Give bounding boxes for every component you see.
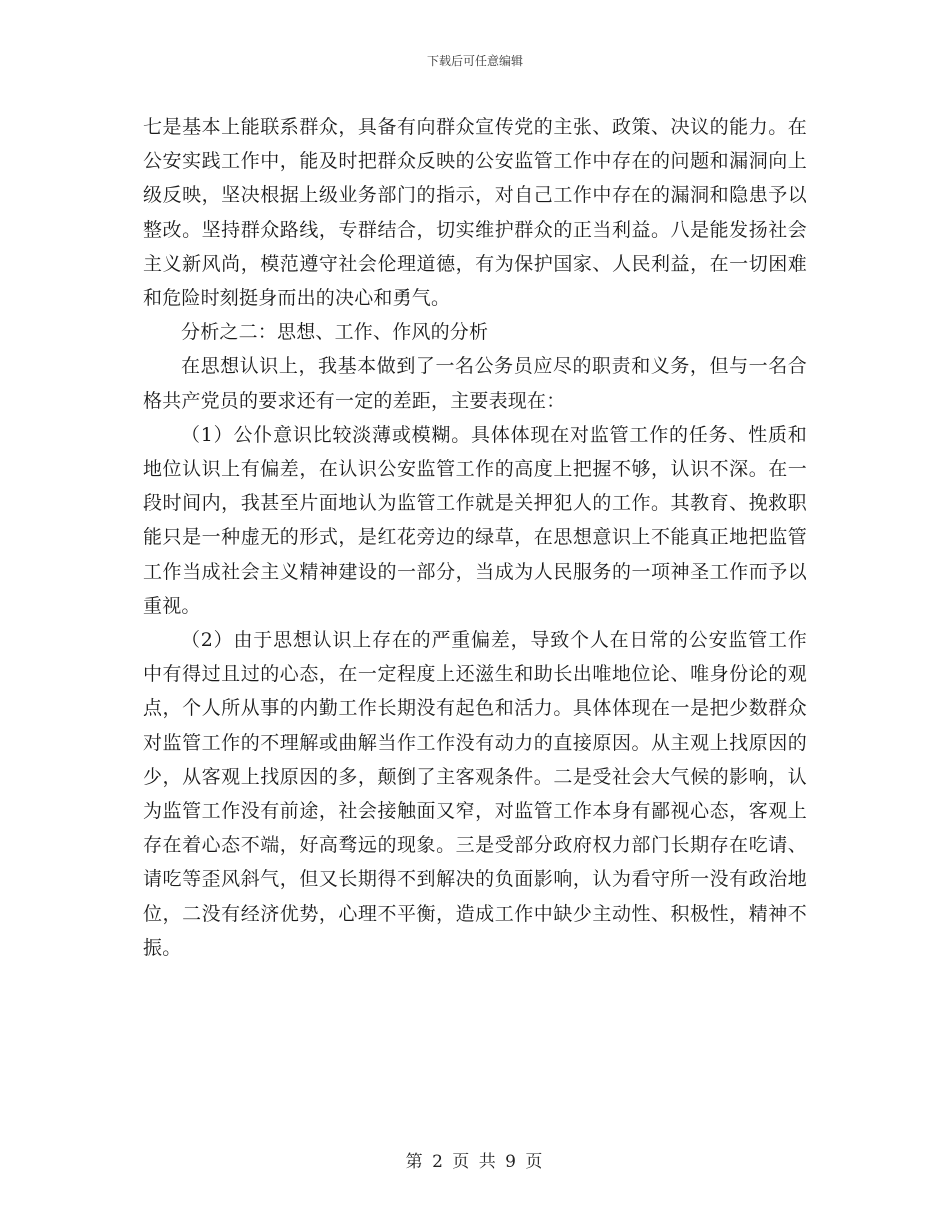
section-heading: 分析之二：思想、工作、作风的分析 (181, 321, 489, 344)
document-body (143, 110, 807, 965)
header-note: 下载后可任意编辑 (426, 54, 523, 68)
paragraph-item-2: （2）由于思想认识上存在的严重偏差，导致个人在日常的公安监管工作中有得过且过的心态，在一定程度上还滋生和助长出唯地位论、唯身份论的观点，个人所从事的内勤工作长期没有起色和活力。具体体现在一是把少数群众对监管工作的不理解或曲解当作工作没有动力的直接原因。从主观上找原因的少，从客观上找原因的多，颠倒了主客观条件。二是受社会大气候的影响，认为监管工作没有前途，社会接触面又窄，对监管工作本身有鄙视心态，客观上存在着心态不端，好高骛远的现象。三是受部分政府权力部门长期存在吃请、请吃等歪风斜气，但又长期得不到解决的负面影响，认为看守所一没有政治地位，二没有经济优势，心理不平衡，造成工作中缺少主动性、积极性，精神不振。 (143, 629, 807, 959)
paragraph-item-1: （1）公仆意识比较淡薄或模糊。具体体现在对监管工作的任务、性质和地位认识上有偏差，在认识公安监管工作的高度上把握不够，认识不深。在一段时间内，我甚至片面地认为监管工作就是关押犯人的工作。其教育、挽救职能只是一种虚无的形式，是红花旁边的绿草，在思想意识上不能真正地把监管工作当成社会主义精神建设的一部分，当成为人民服务的一项神圣工作而予以重视。 (143, 423, 807, 617)
paragraph-continued: 七是基本上能联系群众，具备有向群众宣传党的主张、政策、决议的能力。在公安实践工作中，能及时把群众反映的公安监管工作中存在的问题和漏洞向上级反映，坚决根据上级业务部门的指示，对自己工作中存在的漏洞和隐患予以整改。坚持群众路线，专群结合，切实维护群众的正当利益。八是能发扬社会主义新风尚，模范遵守社会伦理道德，有为保护国家、人民利益，在一切困难和危险时刻挺身而出的决心和勇气。 (143, 116, 807, 310)
paragraph: 在思想认识上，我基本做到了一名公务员应尽的职责和义务，但与一名合格共产党员的要求还有一定的差距，主要表现在： (143, 355, 807, 412)
page-number: 第 2 页 共 9 页 (405, 1152, 545, 1172)
